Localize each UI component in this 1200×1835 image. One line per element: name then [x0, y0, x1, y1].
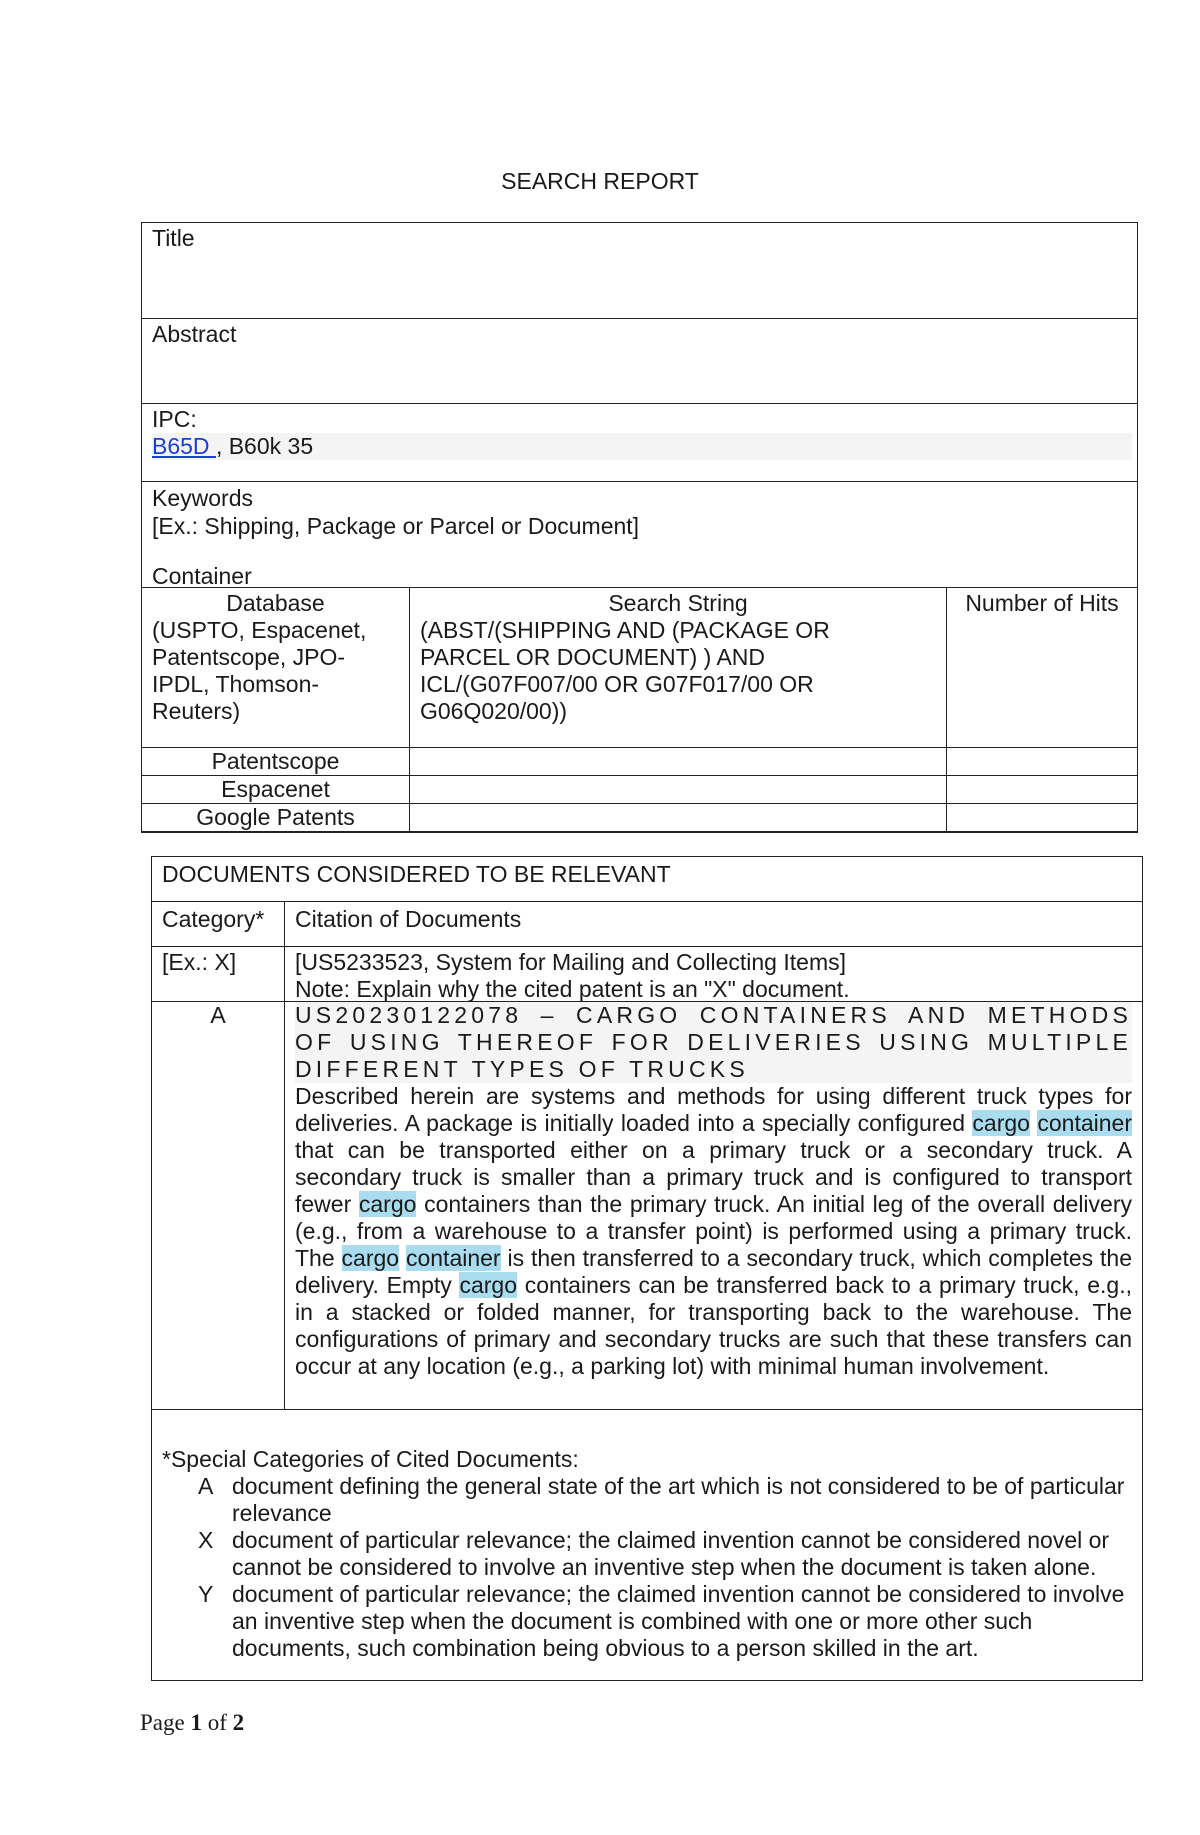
current-page: 1 — [190, 1710, 202, 1735]
special-item-y: Y document of particular relevance; the claimed invention cannot be considered to involve an inventive step when the document is combined with one or more other such documents, such combination being obvious to a person skilled in the art. — [198, 1581, 1125, 1661]
entry-category: A — [152, 1002, 285, 1410]
entry-abstract — [295, 1083, 1132, 1380]
title-label: Title — [152, 225, 195, 251]
example-citation-cell — [285, 947, 1142, 1002]
search-string-cell — [410, 776, 947, 804]
highlighted-term: cargo — [972, 1110, 1030, 1136]
ipc-values — [152, 433, 1132, 460]
ipc-rest: , B60k 35 — [215, 433, 314, 459]
hits-header: Number of Hits — [947, 588, 1137, 748]
citation-header: Citation of Documents — [285, 902, 1142, 947]
abstract-field — [142, 319, 1137, 404]
hits-cell — [947, 776, 1137, 804]
hits-cell — [947, 748, 1137, 776]
abstract-text: is then transferred to a secondary truck, which completes the delivery. Empty — [295, 1245, 1132, 1298]
abstract-text: containers can be transferred back to a primary truck, e.g., in a stacked or folded manner, for transporting back to the warehouse. The configurations of primary and secondary trucks are such that these transfers can occur at any location (e.g., a parking lot) with minimal human involvement. — [295, 1272, 1132, 1379]
category-header: Category* — [152, 902, 285, 947]
example-category: [Ex.: X] — [152, 947, 285, 1002]
search-string-header: Search String (ABST/(SHIPPING AND (PACKAGE OR PARCEL OR DOCUMENT) ) AND ICL/(G07F007/00 OR G07F017/00 OR G06Q020/00)) — [410, 588, 947, 748]
highlighted-term: cargo — [341, 1245, 400, 1271]
abstract-text: Described herein are systems and methods for using different truck types for deliveries. A package is initially loaded into a specially configured — [295, 1083, 1132, 1136]
highlighted-term: container — [1037, 1110, 1132, 1136]
keywords-label: Keywords — [152, 485, 253, 511]
hits-cell — [947, 804, 1137, 832]
abstract-text: containers than the primary truck. An initial leg of the overall delivery (e.g., from a warehouse to a transfer point) is performed using a primary truck. The — [295, 1191, 1132, 1271]
search-string-cell — [410, 804, 947, 832]
keywords-value: Container — [152, 563, 252, 589]
entry-citation-cell — [285, 1002, 1142, 1410]
keywords-example: [Ex.: Shipping, Package or Parcel or Document] — [152, 513, 640, 539]
page-title: SEARCH REPORT — [501, 168, 699, 194]
abstract-text — [399, 1245, 406, 1271]
db-cell: Patentscope — [142, 748, 410, 776]
ipc-label: IPC: — [152, 406, 197, 432]
page-footer: Page 1 of 2 — [140, 1710, 245, 1735]
example-citation: [US5233523, System for Mailing and Collecting Items] — [295, 949, 846, 975]
entry-title: US20230122078 – CARGO CONTAINERS AND METHODS OF USING THEREOF FOR DELIVERIES USING MULTIPLE DIFFERENT TYPES OF TRUCKS — [295, 1002, 1132, 1082]
highlighted-term: cargo — [358, 1191, 417, 1217]
highlighted-term: container — [405, 1245, 501, 1271]
total-pages: 2 — [232, 1710, 245, 1735]
special-heading: *Special Categories of Cited Documents: — [162, 1446, 579, 1472]
documents-heading: DOCUMENTS CONSIDERED TO BE RELEVANT — [152, 857, 1142, 902]
special-item-a: A document defining the general state of the art which is not considered to be of particular relevance — [198, 1473, 1125, 1526]
search-grid — [142, 587, 1137, 832]
abstract-label: Abstract — [152, 321, 237, 347]
db-cell: Espacenet — [142, 776, 410, 804]
db-cell: Google Patents — [142, 804, 410, 832]
title-field — [142, 223, 1137, 319]
database-header: Database (USPTO, Espacenet, Patentscope, JPO- IPDL, Thomson- Reuters) — [142, 588, 410, 748]
search-details-table — [141, 222, 1138, 833]
search-string-cell — [410, 748, 947, 776]
example-note: Note: Explain why the cited patent is an "X" document. — [295, 976, 850, 1002]
special-categories — [152, 1410, 1142, 1680]
highlighted-term: cargo — [459, 1272, 518, 1298]
relevant-documents-table — [151, 856, 1143, 1681]
ipc-field — [142, 404, 1137, 482]
special-item-x: X document of particular relevance; the claimed invention cannot be considered novel or cannot be considered to involve an inventive step when the document is taken alone. — [198, 1527, 1110, 1580]
abstract-text: that can be transported either on a primary truck or a secondary truck. A secondary truck is smaller than a primary truck and is configured to transport fewer — [295, 1137, 1132, 1217]
ipc-link[interactable]: B65D — [152, 433, 216, 459]
keywords-field — [142, 482, 1137, 587]
